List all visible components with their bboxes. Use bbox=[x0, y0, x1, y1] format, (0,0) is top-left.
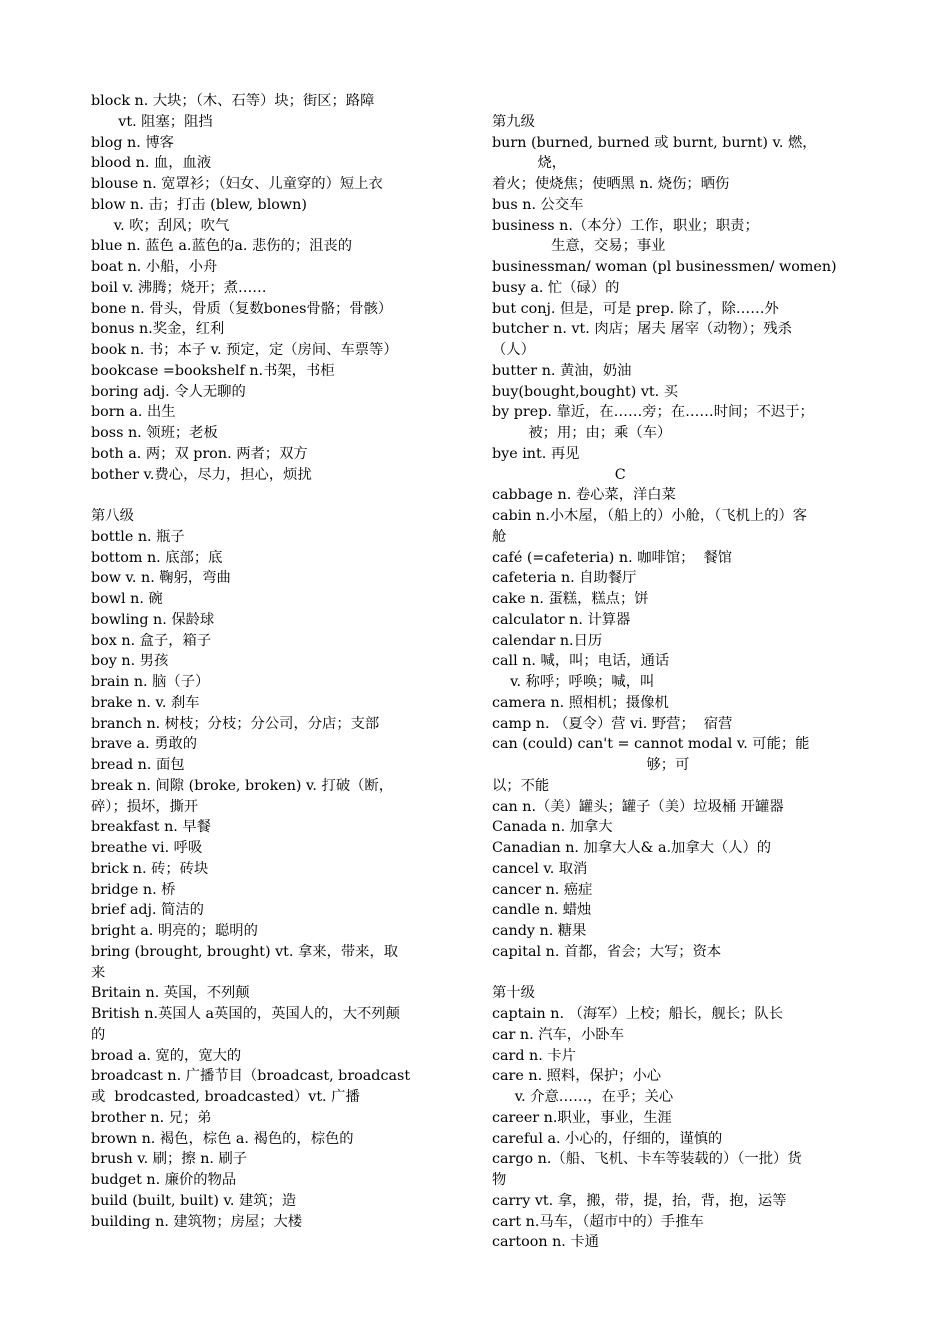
right-column-entry-line bbox=[492, 91, 867, 112]
left-column-entry-line: both a. 两；双 pron. 两者；双方 bbox=[91, 445, 308, 462]
right-column-entry-line: cabbage n. 卷心菜，洋白菜 bbox=[492, 487, 676, 504]
right-column-entry-line: cargo n.（船、飞机、卡车等装载的）（一批）货 bbox=[492, 1151, 802, 1168]
right-column-entry-line: car n. 汽车，小卧车 bbox=[492, 1026, 624, 1043]
right-column-entry-line: carry vt. 拿，搬，带，提，抬，背，抱，运等 bbox=[492, 1192, 787, 1209]
right-column-entry-line: 着火；使烧焦；使晒黑 n. 烧伤；晒伤 bbox=[492, 176, 730, 192]
left-column-entry-line: v. 吹；刮风；吹气 bbox=[91, 217, 230, 234]
right-column-entry-line: by prep. 靠近，在……旁；在……时间；不迟于； bbox=[492, 404, 814, 421]
right-column-entry-line: butcher n. vt. 肉店；屠夫 屠宰（动物）；残杀 bbox=[492, 321, 792, 338]
left-column-entry-line: blog n. 博客 bbox=[91, 134, 174, 151]
left-column-entry-line: bother v.费心，尽力，担心，烦扰 bbox=[91, 466, 312, 483]
right-column-entry-line: 生意，交易；事业 bbox=[492, 238, 666, 255]
left-column-entry-line: blouse n. 宽罩衫；（妇女、儿童穿的）短上衣 bbox=[91, 176, 383, 192]
left-column-entry-line: boat n. 小船，小舟 bbox=[91, 259, 218, 275]
right-column-entry-line: camera n. 照相机；摄像机 bbox=[492, 694, 669, 711]
left-column-entry-line: 第八级 bbox=[91, 508, 134, 524]
left-column-entry-line: block n. 大块；（木、石等）块；街区；路障 bbox=[91, 93, 375, 109]
right-column-entry-line: bus n. 公交车 bbox=[492, 196, 584, 213]
left-column-entry-line: blue n. 蓝色 a.蓝色的a. 悲伤的；沮丧的 bbox=[91, 238, 353, 255]
right-column-entry-line: v. 介意……，在乎；关心 bbox=[492, 1089, 674, 1105]
right-column-entry-line: but conj. 但是，可是 prep. 除了，除……外 bbox=[492, 300, 779, 317]
left-column-entry-line: Britain n. 英国，不列颠 bbox=[91, 985, 250, 1002]
left-column-entry-line: bowling n. 保龄球 bbox=[91, 611, 215, 628]
right-column-entry-line: career n.职业，事业，生涯 bbox=[492, 1109, 672, 1126]
right-column-entry-line: cafeteria n. 自助餐厅 bbox=[492, 570, 637, 587]
right-column-entry-line: candle n. 蜡烛 bbox=[492, 902, 592, 919]
left-column-entry-line: building n. 建筑物；房屋；大楼 bbox=[91, 1213, 303, 1230]
left-column-entry-line: brake n. v. 刹车 bbox=[91, 694, 200, 711]
left-column-entry-line: brown n. 褐色，棕色 a. 褐色的，棕色的 bbox=[91, 1130, 354, 1147]
right-column-entry-line: 够；可 bbox=[492, 757, 690, 773]
right-column-entry-line: v. 称呼；呼唤；喊，叫 bbox=[492, 674, 655, 690]
right-column-entry-line: capital n. 首都，省会；大写；资本 bbox=[492, 943, 722, 960]
left-column-entry-line: break n. 间隙 (broke, broken) v. 打破（断， bbox=[91, 777, 393, 794]
right-column bbox=[492, 91, 867, 1253]
right-column-entry-line: buy(bought,bought) vt. 买 bbox=[492, 383, 679, 400]
right-column-entry-line: camp n. （夏令）营 vi. 野营； 宿营 bbox=[492, 715, 733, 732]
right-column-entry-line: 被；用；由；乘（车） bbox=[492, 425, 672, 441]
left-column-entry-line: build (built, built) v. 建筑；造 bbox=[91, 1192, 297, 1209]
right-column-entry-line: cartoon n. 卡通 bbox=[492, 1234, 599, 1251]
left-column-entry-line: 的 bbox=[91, 1026, 106, 1043]
left-column-entry-line: bonus n.奖金，红利 bbox=[91, 321, 225, 338]
right-column-entry-line: cancel v. 取消 bbox=[492, 860, 588, 877]
right-column-entry-line: careful a. 小心的，仔细的，谨慎的 bbox=[492, 1130, 723, 1147]
left-column-entry-line: brave a. 勇敢的 bbox=[91, 736, 198, 753]
left-column bbox=[91, 91, 476, 1232]
left-column-entry-line: blood n. 血，血液 bbox=[91, 155, 212, 172]
left-column-entry-line: bookcase =bookshelf n.书架，书柜 bbox=[91, 362, 335, 379]
left-column-entry-line: brush v. 刷；擦 n. 刷子 bbox=[91, 1151, 248, 1168]
left-column-entry-line: born a. 出生 bbox=[91, 404, 176, 421]
left-column-entry-line: bowl n. 碗 bbox=[91, 591, 163, 607]
right-column-entry-line: busy a. 忙（碌）的 bbox=[492, 279, 620, 296]
right-column-entry-line: calendar n.日历 bbox=[492, 632, 603, 649]
right-column-entry-line: 第十级 bbox=[492, 985, 535, 1002]
left-column-entry-line: vt. 阻塞；阻挡 bbox=[91, 113, 213, 130]
left-column-entry-line: book n. 书；本子 v. 预定，定（房间、车票等） bbox=[91, 342, 398, 358]
left-column-entry-line: brother n. 兄；弟 bbox=[91, 1109, 212, 1126]
right-column-entry-line: Canada n. 加拿大 bbox=[492, 819, 613, 836]
right-column-entry-line: cancer n. 癌症 bbox=[492, 881, 593, 898]
left-column-entry-line: bread n. 面包 bbox=[91, 757, 185, 773]
left-column-entry-line: broadcast n. 广播节目（broadcast, broadcast bbox=[91, 1068, 411, 1085]
left-column-entry-line: boring adj. 令人无聊的 bbox=[91, 383, 246, 400]
left-column-entry-line: bottom n. 底部；底 bbox=[91, 549, 223, 566]
right-column-entry-line: 舱 bbox=[492, 528, 507, 545]
right-column-entry-line: Canadian n. 加拿大人& a.加拿大（人）的 bbox=[492, 840, 772, 856]
right-column-entry-line: card n. 卡片 bbox=[492, 1047, 576, 1064]
left-column-entry-line: blow n. 击；打击 (blew, blown) bbox=[91, 196, 307, 213]
left-column-entry-line: 碎）；损坏，撕开 bbox=[91, 798, 199, 815]
right-column-entry-line bbox=[492, 963, 867, 984]
left-column-entry-line: brain n. 脑（子） bbox=[91, 674, 210, 690]
left-column-entry-line bbox=[91, 485, 476, 506]
right-column-entry-line: 第九级 bbox=[492, 113, 535, 130]
right-column-entry-line: bye int. 再见 bbox=[492, 445, 580, 462]
right-column-entry-line: butter n. 黄油，奶油 bbox=[492, 362, 632, 379]
left-column-entry-line: boil v. 沸腾；烧开；煮…… bbox=[91, 279, 267, 296]
right-column-entry-line: burn (burned, burned 或 burnt, burnt) v. 燃， bbox=[492, 134, 817, 151]
left-column-entry-line: breathe vi. 呼吸 bbox=[91, 840, 203, 856]
right-column-entry-line: cabin n.小木屋，（船上的）小舱，（飞机上的）客 bbox=[492, 508, 808, 524]
right-column-entry-line: can (could) can't = cannot modal v. 可能；能 bbox=[492, 736, 810, 753]
right-column-entry-line: 物 bbox=[492, 1172, 507, 1188]
right-column-entry-line: call n. 喊，叫；电话，通话 bbox=[492, 653, 670, 670]
left-column-entry-line: box n. 盒子，箱子 bbox=[91, 632, 212, 649]
right-column-entry-line: candy n. 糖果 bbox=[492, 923, 587, 939]
left-column-entry-line: 来 bbox=[91, 964, 106, 981]
right-column-entry-line: C bbox=[492, 466, 626, 483]
left-column-entry-line: broad a. 宽的，宽大的 bbox=[91, 1047, 242, 1064]
left-column-entry-line: bring (brought, brought) vt. 拿来，带来，取 bbox=[91, 943, 399, 960]
right-column-entry-line: 以；不能 bbox=[492, 777, 550, 794]
left-column-entry-line: boy n. 男孩 bbox=[91, 653, 169, 670]
right-column-entry-line: （人） bbox=[492, 342, 535, 358]
left-column-entry-line: bone n. 骨头，骨质（复数bones骨骼；骨骸） bbox=[91, 300, 393, 317]
right-column-entry-line: cart n.马车，（超市中的）手推车 bbox=[492, 1213, 704, 1230]
left-column-entry-line: 或 brodcasted, broadcasted）vt. 广播 bbox=[91, 1089, 360, 1105]
right-column-entry-line: can n.（美）罐头；罐子（美）垃圾桶 开罐器 bbox=[492, 798, 784, 815]
right-column-entry-line: calculator n. 计算器 bbox=[492, 611, 631, 628]
left-column-entry-line: bottle n. 瓶子 bbox=[91, 528, 185, 545]
left-column-entry-line: bow v. n. 鞠躬，弯曲 bbox=[91, 570, 231, 587]
left-column-entry-line: branch n. 树枝；分枝；分公司，分店；支部 bbox=[91, 715, 380, 732]
right-column-entry-line: captain n. （海军）上校；船长，舰长；队长 bbox=[492, 1006, 784, 1022]
left-column-entry-line: breakfast n. 早餐 bbox=[91, 819, 211, 836]
left-column-entry-line: brick n. 砖；砖块 bbox=[91, 860, 209, 877]
left-column-entry-line: bright a. 明亮的；聪明的 bbox=[91, 923, 258, 939]
left-column-entry-line: bridge n. 桥 bbox=[91, 881, 176, 898]
left-column-entry-line: boss n. 领班；老板 bbox=[91, 425, 218, 441]
right-column-entry-line: businessman/ woman (pl businessmen/ women) bbox=[492, 259, 837, 275]
right-column-entry-line: 烧， bbox=[492, 155, 567, 172]
right-column-entry-line: business n.（本分）工作，职业；职责； bbox=[492, 217, 759, 234]
right-column-entry-line: café (=cafeteria) n. 咖啡馆； 餐馆 bbox=[492, 549, 733, 566]
left-column-entry-line: budget n. 廉价的物品 bbox=[91, 1172, 237, 1188]
left-column-entry-line: British n.英国人 a英国的，英国人的，大不列颠 bbox=[91, 1006, 400, 1022]
right-column-entry-line: care n. 照料，保护；小心 bbox=[492, 1068, 662, 1085]
left-column-entry-line: brief adj. 简洁的 bbox=[91, 902, 204, 919]
right-column-entry-line: cake n. 蛋糕，糕点；饼 bbox=[492, 591, 649, 607]
